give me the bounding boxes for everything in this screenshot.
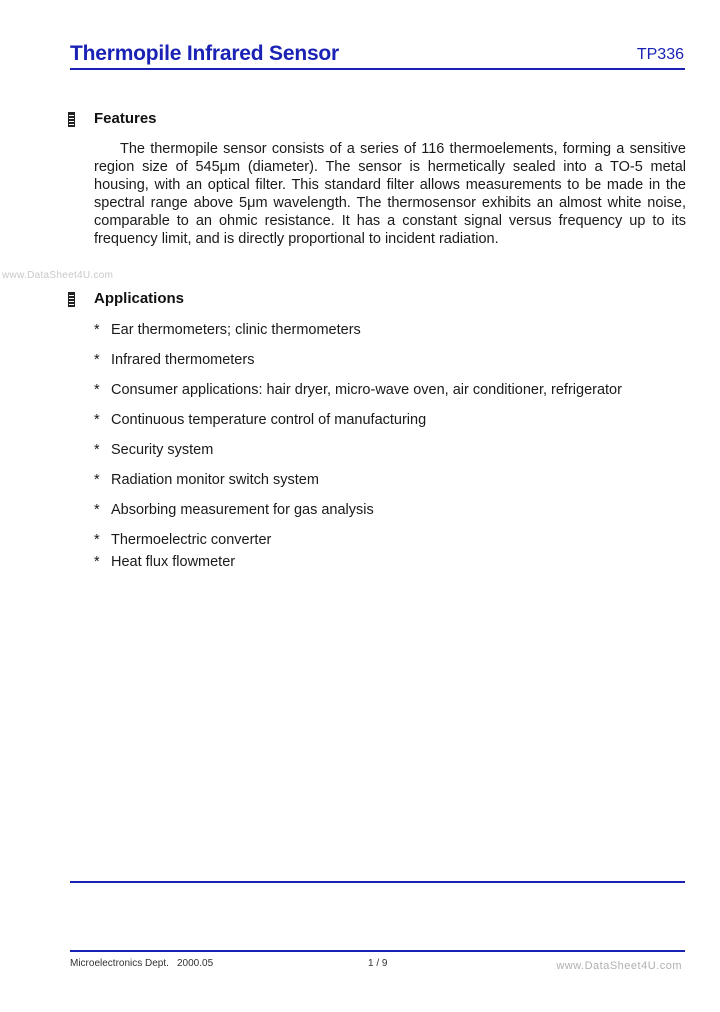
applications-bullet-icon [68, 292, 75, 307]
watermark-text: www.DataSheet4U.com [2, 270, 114, 281]
list-item [94, 472, 319, 488]
applications-heading: Applications [94, 290, 185, 307]
list-item-text: Continuous temperature control of manufacturing [111, 412, 427, 428]
footer-department: Microelectronics Dept. [70, 958, 169, 969]
asterisk-bullet: * [94, 554, 100, 570]
features-paragraph: The thermopile sensor consists of a series of 116 thermoelements, forming a sensitive region size of 545μm (diameter). The sensor is hermetically sealed into a TO-5 metal housing, with an optical filter. This standard filter allows measurements to be made in the spectral range above 5μm wavelength. The thermosensor exhibits an almost white noise, comparable to an ohmic resistance. It has a constant signal versus frequency up to its frequency limit, and is directly proportional to incident radiation. [94, 141, 686, 247]
list-item [94, 412, 426, 428]
asterisk-bullet: * [94, 352, 100, 368]
asterisk-bullet: * [94, 382, 100, 398]
footer-divider-upper [70, 881, 685, 883]
list-item-text: Heat flux flowmeter [111, 554, 236, 570]
asterisk-bullet: * [94, 442, 100, 458]
list-item [94, 532, 271, 548]
asterisk-bullet: * [94, 322, 100, 338]
part-number: TP336 [636, 46, 684, 63]
asterisk-bullet: * [94, 532, 100, 548]
list-item-text: Radiation monitor switch system [111, 472, 319, 488]
list-item [94, 352, 254, 368]
list-item-text: Security system [111, 442, 214, 458]
document-title: Thermopile Infrared Sensor [70, 42, 340, 65]
features-heading: Features [94, 110, 157, 127]
list-item-text: Ear thermometers; clinic thermometers [111, 322, 361, 338]
list-item [94, 322, 361, 338]
features-bullet-icon [68, 112, 75, 127]
footer-watermark: www.DataSheet4U.com [556, 960, 682, 972]
list-item-text: Infrared thermometers [111, 352, 255, 368]
list-item [94, 502, 374, 518]
list-item [94, 554, 235, 570]
footer-date: 2000.05 [177, 958, 214, 969]
list-item [94, 382, 622, 398]
header-divider [70, 68, 685, 70]
asterisk-bullet: * [94, 472, 100, 488]
list-item-text: Consumer applications: hair dryer, micro-wave oven, air conditioner, refrigerator [111, 382, 622, 398]
list-item-text: Absorbing measurement for gas analysis [111, 502, 374, 518]
footer-page-number: 1 / 9 [368, 958, 388, 969]
footer-divider-lower [70, 950, 685, 952]
asterisk-bullet: * [94, 502, 100, 518]
list-item [94, 442, 213, 458]
list-item-text: Thermoelectric converter [111, 532, 272, 548]
asterisk-bullet: * [94, 412, 100, 428]
